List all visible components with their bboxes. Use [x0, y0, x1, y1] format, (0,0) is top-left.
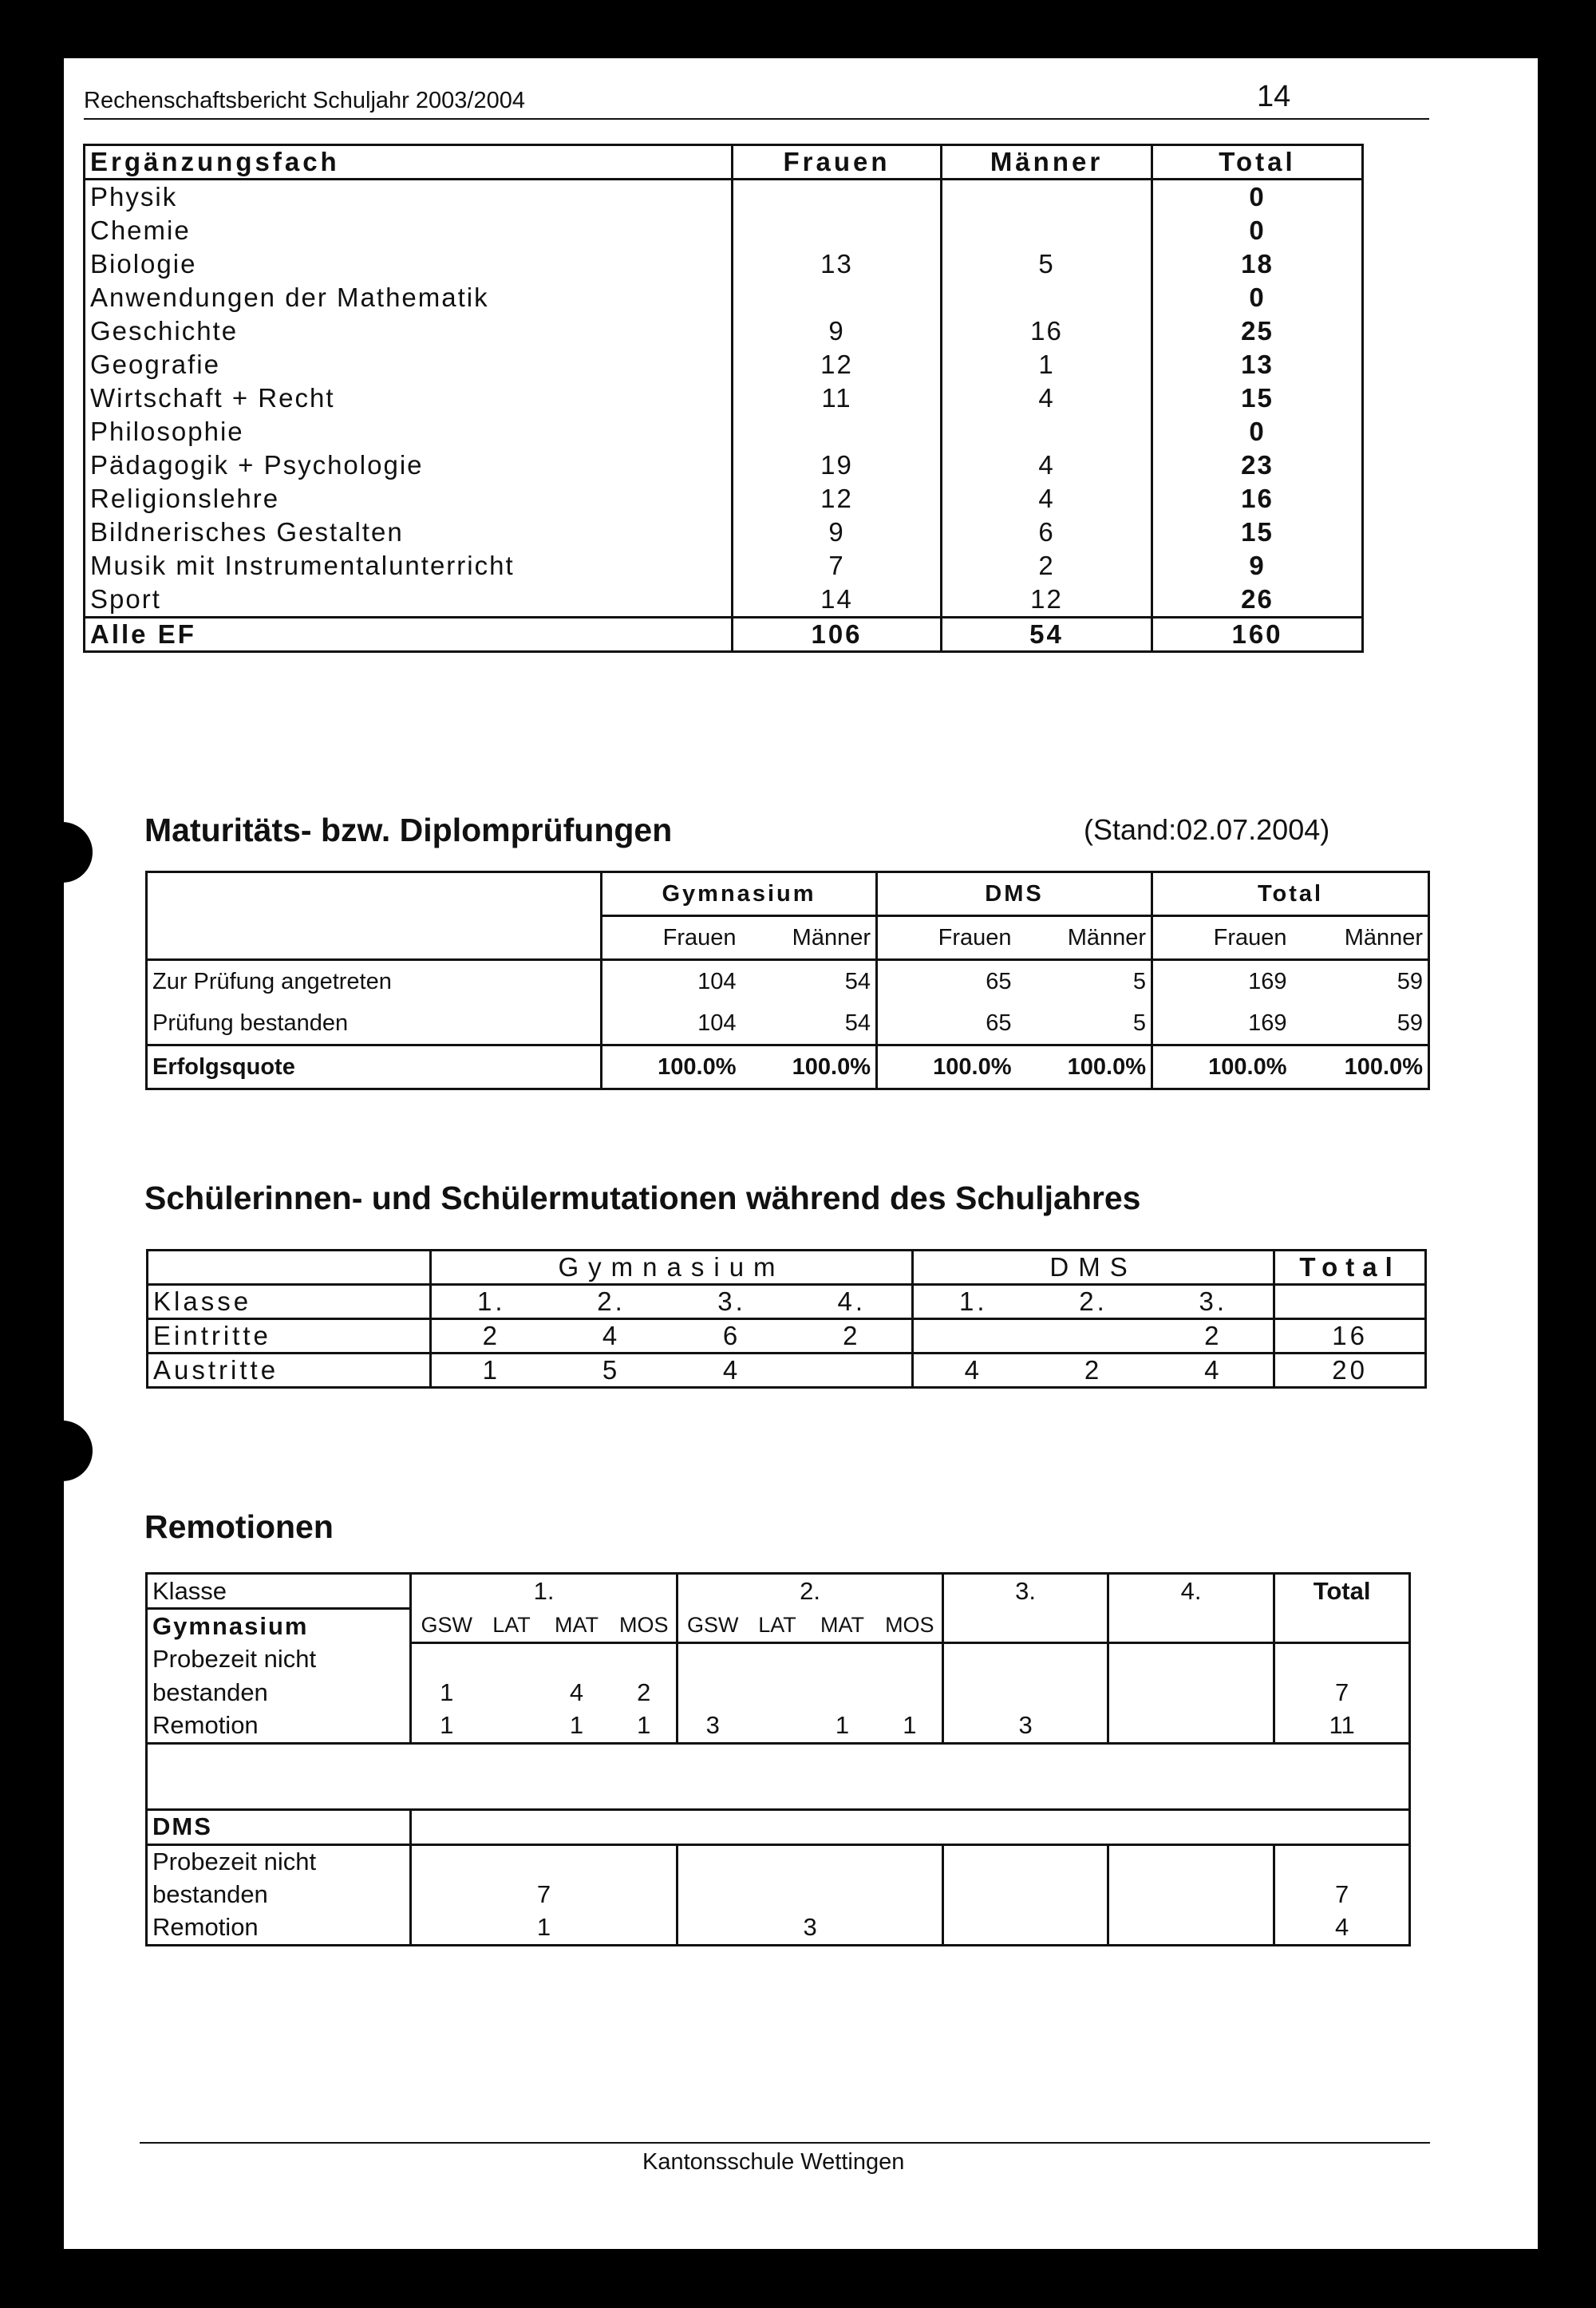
sub-header: Männer [1292, 916, 1429, 960]
value-cell: 4 [551, 1319, 672, 1354]
fach-cell: Anwendungen der Mathematik [85, 281, 733, 314]
page-number: 14 [1257, 80, 1291, 113]
value-cell [678, 1879, 943, 1911]
group-header: DMS [877, 872, 1152, 916]
maenner-cell: 2 [942, 549, 1152, 583]
klasse-row [147, 1574, 1410, 1609]
klasse-cell: 4. [792, 1285, 913, 1319]
total-cell: 18 [1152, 247, 1363, 281]
maenner-cell: 6 [942, 516, 1152, 549]
total-cell: 9 [1152, 549, 1363, 583]
mutationen-table [146, 1249, 1427, 1389]
value-cell: 1 [411, 1911, 678, 1946]
value-cell: 4 [913, 1354, 1033, 1388]
table-row [85, 180, 1363, 215]
section-title-mutationen: Schülerinnen- und Schülermutationen während des Schuljahres [144, 1180, 1141, 1216]
frauen-cell [733, 180, 942, 215]
value-cell: 100.0% [1292, 1045, 1429, 1089]
value-cell: 169 [1248, 968, 1287, 994]
value-cell [878, 1677, 943, 1709]
table-row [85, 516, 1363, 549]
total-header: Total [1274, 1574, 1410, 1609]
group-header: DMS [913, 1251, 1274, 1285]
subject-cell: LAT [482, 1609, 542, 1643]
stand-date: (Stand:02.07.2004) [1084, 813, 1330, 846]
value-cell: 5 [1017, 1002, 1152, 1045]
maenner-cell: 4 [942, 449, 1152, 482]
value-cell [482, 1677, 542, 1709]
value-cell [678, 1844, 943, 1879]
frauen-cell: 11 [733, 381, 942, 415]
row-label: Klasse [148, 1285, 431, 1319]
klasse-cell: 2. [1033, 1285, 1154, 1319]
maturitaet-table [145, 871, 1430, 1090]
total-cell: 20 [1274, 1354, 1426, 1388]
value-cell: 104 [697, 968, 737, 994]
table-row [85, 415, 1363, 449]
row-label: Klasse [147, 1574, 411, 1609]
table-row [85, 214, 1363, 247]
sub-header: Männer [1017, 916, 1152, 960]
fach-cell: Biologie [85, 247, 733, 281]
total-label: Alle EF [85, 618, 733, 652]
value-cell [1108, 1709, 1274, 1744]
maenner-cell: 16 [942, 314, 1152, 348]
maenner-cell [942, 214, 1152, 247]
gym-label: Gymnasium [147, 1609, 411, 1643]
sub-header: Männer [741, 916, 877, 960]
table-row [147, 1045, 1429, 1089]
maenner-cell [942, 281, 1152, 314]
klasse-cell: 3. [1154, 1285, 1274, 1319]
maenner-cell: 5 [942, 247, 1152, 281]
maenner-cell: 12 [942, 583, 1152, 618]
frauen-cell: 13 [733, 247, 942, 281]
group-header: Gymnasium [431, 1251, 913, 1285]
total-cell: 0 [1152, 281, 1363, 314]
value-cell: 65 [986, 968, 1012, 994]
klasse-cell: 1. [431, 1285, 551, 1319]
ergaenzungsfach-table [83, 144, 1364, 653]
maenner-cell: 4 [942, 482, 1152, 516]
subject-cell: GSW [411, 1609, 482, 1643]
value-cell: 169 [1248, 1010, 1287, 1036]
fach-cell: Wirtschaft + Recht [85, 381, 733, 415]
row-label: Remotion [147, 1911, 411, 1946]
table-row [147, 1002, 1429, 1045]
value-cell [1108, 1677, 1274, 1709]
table-row [148, 1319, 1426, 1354]
maenner-cell: 1 [942, 348, 1152, 381]
dms-probezeit-label-row [147, 1844, 1410, 1879]
value-cell: 4 [569, 1678, 584, 1706]
row-label: bestanden [147, 1677, 411, 1709]
total-cell: 25 [1152, 314, 1363, 348]
value-cell: 59 [1292, 1002, 1429, 1045]
frauen-cell: 7 [733, 549, 942, 583]
row-label: Erfolgsquote [147, 1045, 602, 1089]
value-cell [1033, 1319, 1154, 1354]
row-label: Eintritte [148, 1319, 431, 1354]
section-title-maturitaet: Maturitäts- bzw. Diplomprüfungen [144, 812, 673, 848]
table-total-row [85, 618, 1363, 652]
total-cell: 26 [1152, 583, 1363, 618]
row-label: Probezeit nicht [147, 1642, 411, 1677]
value-cell [808, 1677, 878, 1709]
value-cell [943, 1677, 1108, 1709]
remotionen-table [145, 1572, 1411, 1946]
footer-text: Kantonsschule Wettingen [642, 2149, 905, 2175]
table-row [85, 449, 1363, 482]
total-cell: 0 [1152, 180, 1363, 215]
row-label: Remotion [147, 1709, 411, 1744]
value-cell: 65 [986, 1010, 1012, 1036]
value-cell: 59 [1292, 960, 1429, 1003]
value-cell: 5 [1017, 960, 1152, 1003]
klasse-row [148, 1285, 1426, 1319]
table-row [85, 381, 1363, 415]
table-row [85, 314, 1363, 348]
value-cell: 7 [1274, 1879, 1410, 1911]
table-row [85, 549, 1363, 583]
subject-cell: LAT [748, 1609, 808, 1643]
sub-header: Frauen [602, 916, 741, 960]
klasse-cell: 4. [1108, 1574, 1274, 1609]
sub-header: Frauen [877, 916, 1017, 960]
value-cell: 7 [1274, 1677, 1410, 1709]
subject-cell: MOS [612, 1609, 678, 1643]
klasse-cell: 1. [913, 1285, 1033, 1319]
dms-remotion-row [147, 1911, 1410, 1946]
table-row [85, 348, 1363, 381]
frauen-cell: 12 [733, 348, 942, 381]
fach-cell: Chemie [85, 214, 733, 247]
value-cell: 54 [741, 1002, 877, 1045]
klasse-cell: 2. [551, 1285, 672, 1319]
subject-cell: MOS [878, 1609, 943, 1643]
subject-cell: GSW [678, 1609, 748, 1643]
value-cell: 2 [1154, 1319, 1274, 1354]
table-row [85, 583, 1363, 618]
value-cell [1108, 1911, 1274, 1946]
row-label: Probezeit nicht [147, 1844, 411, 1879]
value-cell [1108, 1879, 1274, 1911]
fach-cell: Pädagogik + Psychologie [85, 449, 733, 482]
group-header: Gymnasium [602, 872, 877, 916]
value-cell [913, 1319, 1033, 1354]
value-cell [1274, 1844, 1410, 1879]
spacer-row [147, 1743, 1410, 1809]
value-cell: 104 [697, 1010, 737, 1036]
probezeit-label-row [147, 1642, 1410, 1677]
value-cell [792, 1354, 913, 1388]
punch-hole [32, 822, 93, 883]
value-cell: 3 [678, 1709, 748, 1744]
table-row [147, 960, 1429, 1003]
value-cell: 3 [943, 1709, 1108, 1744]
total-cell: 15 [1152, 516, 1363, 549]
value-cell: 54 [741, 960, 877, 1003]
punch-hole [32, 1421, 93, 1481]
column-header: Total [1152, 145, 1363, 180]
value-cell: 100.0% [877, 1045, 1017, 1089]
frauen-cell [733, 214, 942, 247]
value-cell: 100.0% [1017, 1045, 1152, 1089]
fach-cell: Geschichte [85, 314, 733, 348]
value-cell: 2 [792, 1319, 913, 1354]
value-cell: 4 [1154, 1354, 1274, 1388]
dms-probezeit-row [147, 1879, 1410, 1911]
value-cell: 3 [678, 1911, 943, 1946]
fach-cell: Philosophie [85, 415, 733, 449]
value-cell: 6 [672, 1319, 792, 1354]
value-cell [943, 1911, 1108, 1946]
total-cell: 0 [1152, 214, 1363, 247]
row-label: Prüfung bestanden [147, 1002, 602, 1045]
value-cell: 100.0% [741, 1045, 877, 1089]
value-cell: 1 [612, 1709, 678, 1744]
total-cell [1274, 1285, 1426, 1319]
value-cell [482, 1709, 542, 1744]
frauen-cell: 12 [733, 482, 942, 516]
klasse-cell: 1. [411, 1574, 678, 1609]
total-cell: 13 [1152, 348, 1363, 381]
total-maenner: 54 [942, 618, 1152, 652]
row-label: Zur Prüfung angetreten [147, 960, 602, 1003]
value-cell [748, 1677, 808, 1709]
value-cell: 100.0% [602, 1045, 741, 1089]
footer-rule [140, 2142, 1430, 2144]
header-title: Rechenschaftsbericht Schuljahr 2003/2004 [84, 88, 525, 113]
klasse-cell: 3. [672, 1285, 792, 1319]
frauen-cell [733, 415, 942, 449]
sub-header: Frauen [1152, 916, 1292, 960]
row-label: bestanden [147, 1879, 411, 1911]
value-cell: 4 [672, 1354, 792, 1388]
value-cell: 5 [551, 1354, 672, 1388]
header-rule [84, 118, 1429, 120]
gym-probezeit-row [147, 1677, 1410, 1709]
total-cell: 0 [1152, 415, 1363, 449]
value-cell: 2 [1033, 1354, 1154, 1388]
gym-remotion-row [147, 1709, 1410, 1744]
column-header: Frauen [733, 145, 942, 180]
value-cell: 1 [878, 1709, 943, 1744]
dms-label: DMS [147, 1809, 411, 1844]
value-cell: 1 [411, 1677, 482, 1709]
value-cell: 100.0% [1152, 1045, 1292, 1089]
section-title-remotionen: Remotionen [144, 1508, 334, 1545]
value-cell: 2 [612, 1677, 678, 1709]
frauen-cell [733, 281, 942, 314]
total-cell: 23 [1152, 449, 1363, 482]
total-cell: 16 [1274, 1319, 1426, 1354]
table-row [148, 1354, 1426, 1388]
fach-cell: Sport [85, 583, 733, 618]
table-row [85, 281, 1363, 314]
fach-cell: Musik mit Instrumentalunterricht [85, 549, 733, 583]
total-cell: 16 [1152, 482, 1363, 516]
fach-cell: Physik [85, 180, 733, 215]
value-cell [411, 1844, 678, 1879]
table-row [85, 482, 1363, 516]
value-cell [943, 1879, 1108, 1911]
maenner-cell [942, 415, 1152, 449]
value-cell: 2 [431, 1319, 551, 1354]
total-total: 160 [1152, 618, 1363, 652]
frauen-cell: 9 [733, 314, 942, 348]
value-cell: 7 [411, 1879, 678, 1911]
dms-label-row [147, 1809, 1410, 1844]
frauen-cell: 9 [733, 516, 942, 549]
fach-cell: Bildnerisches Gestalten [85, 516, 733, 549]
subject-row [147, 1609, 1410, 1643]
column-header: Ergänzungsfach [85, 145, 733, 180]
value-cell [748, 1709, 808, 1744]
subject-cell: MAT [542, 1609, 612, 1643]
value-cell [678, 1677, 748, 1709]
column-header: Männer [942, 145, 1152, 180]
subject-cell: MAT [808, 1609, 878, 1643]
value-cell [1108, 1844, 1274, 1879]
value-cell [943, 1844, 1108, 1879]
value-cell: 4 [1274, 1911, 1410, 1946]
klasse-cell: 3. [943, 1574, 1108, 1609]
total-cell: 15 [1152, 381, 1363, 415]
group-header: Total [1274, 1251, 1426, 1285]
value-cell: 1 [835, 1711, 850, 1739]
row-label: Austritte [148, 1354, 431, 1388]
maenner-cell: 4 [942, 381, 1152, 415]
group-header: Total [1152, 872, 1429, 916]
value-cell: 1 [431, 1354, 551, 1388]
fach-cell: Geografie [85, 348, 733, 381]
table-header-row [85, 145, 1363, 180]
value-cell: 1 [411, 1709, 482, 1744]
value-cell: 1 [569, 1711, 584, 1739]
frauen-cell: 14 [733, 583, 942, 618]
frauen-cell: 19 [733, 449, 942, 482]
total-frauen: 106 [733, 618, 942, 652]
klasse-cell: 2. [678, 1574, 943, 1609]
table-row [85, 247, 1363, 281]
maenner-cell [942, 180, 1152, 215]
fach-cell: Religionslehre [85, 482, 733, 516]
value-cell: 11 [1274, 1709, 1410, 1744]
